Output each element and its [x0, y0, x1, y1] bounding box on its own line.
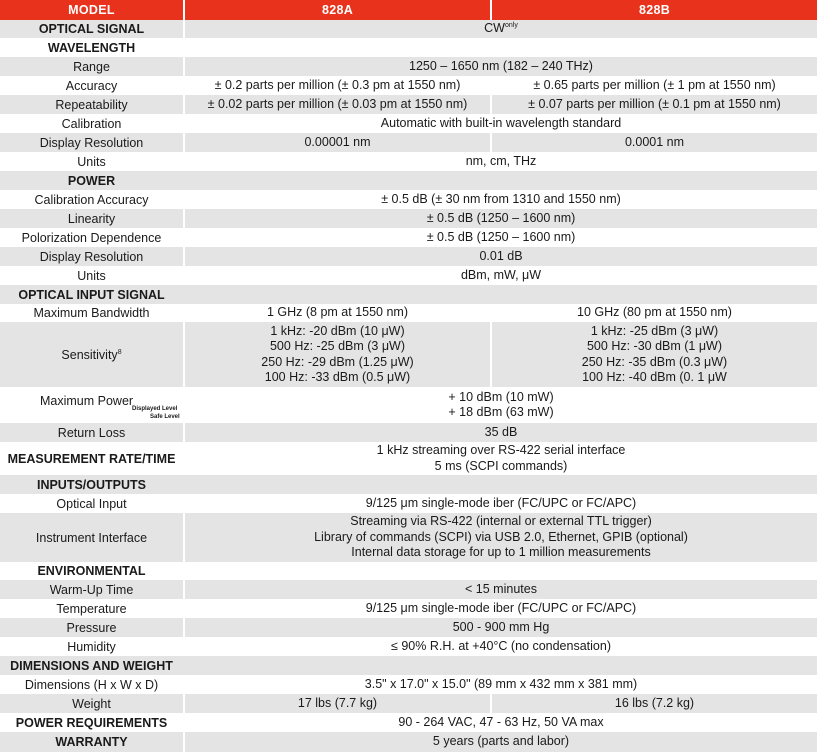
row-value: 3.5" x 17.0" x 15.0" (89 mm x 432 mm x 381 mm) — [183, 675, 817, 694]
value-828b — [490, 322, 817, 387]
section-environmental — [0, 562, 817, 580]
row-value: dBm, mW, μW — [183, 266, 817, 285]
row-max-power — [0, 387, 817, 423]
sensitivity-line: 100 Hz: -33 dBm (0.5 μW) — [264, 370, 411, 384]
value-828b: 16 lbs (7.2 kg) — [490, 694, 817, 713]
row-value — [183, 387, 817, 423]
section-power — [0, 171, 817, 190]
row-label: Range — [73, 59, 110, 74]
value-828a: 1 GHz (8 pm at 1550 nm) — [183, 304, 490, 322]
section-io — [0, 475, 817, 494]
row-linearity — [0, 209, 817, 228]
row-repeatability — [0, 95, 817, 114]
row-label: Polorization Dependence — [21, 230, 162, 245]
row-label: Humidity — [67, 639, 116, 654]
row-value: 9/125 μm single-mode iber (FC/UPC or FC/APC) — [183, 599, 817, 618]
row-label: Calibration — [61, 116, 122, 131]
row-humidity — [0, 637, 817, 656]
section-title: DIMENSIONS AND WEIGHT — [10, 658, 173, 673]
cw-note: only — [504, 22, 518, 30]
section-title: OPTICAL INPUT SIGNAL — [18, 287, 165, 302]
row-value: Automatic with built-in wavelength standard — [183, 114, 817, 133]
row-sensitivity — [0, 322, 817, 387]
row-label: OPTICAL SIGNAL — [38, 22, 145, 36]
interface-line: Internal data storage for up to 1 million measurements — [351, 545, 651, 560]
sensitivity-line: 1 kHz: -25 dBm (3 μW) — [590, 323, 719, 338]
row-label — [0, 387, 183, 423]
row-calibration-accuracy — [0, 190, 817, 209]
row-value: ± 0.5 dB (1250 – 1600 nm) — [183, 209, 817, 228]
sensitivity-line: 500 Hz: -30 dBm (1 μW) — [586, 339, 723, 353]
row-instrument-interface — [0, 513, 817, 562]
sensitivity-line: 250 Hz: -29 dBm (1.25 μW) — [261, 354, 414, 369]
row-warmup — [0, 580, 817, 599]
row-label: Return Loss — [57, 425, 126, 440]
value-828a: 0.00001 nm — [183, 133, 490, 152]
value-828a: ± 0.02 parts per million (± 0.03 pm at 1550 nm) — [183, 95, 490, 114]
row-pressure — [0, 618, 817, 637]
row-temperature — [0, 599, 817, 618]
row-label: Units — [77, 154, 106, 169]
row-optical-input — [0, 494, 817, 513]
header-model: MODEL — [68, 3, 115, 17]
header-828b: 828B — [490, 0, 817, 20]
value-828b: ± 0.07 parts per million (± 0.1 pm at 1550 nm) — [490, 95, 817, 114]
header-828a: 828A — [183, 0, 490, 20]
section-dimensions — [0, 656, 817, 675]
row-label: Units — [77, 268, 106, 283]
cw-value: CW — [484, 21, 505, 36]
row-value: 90 - 264 VAC, 47 - 63 Hz, 50 VA max — [183, 713, 817, 732]
row-value: 1250 – 1650 nm (182 – 240 THz) — [183, 57, 817, 76]
section-title: ENVIRONMENTAL — [37, 564, 146, 578]
row-value: ± 0.5 dB (± 30 nm from 1310 and 1550 nm) — [183, 190, 817, 209]
row-label: Display Resolution — [39, 249, 144, 264]
value-828a: 17 lbs (7.7 kg) — [183, 694, 490, 713]
row-label: Maximum Bandwidth — [33, 306, 150, 320]
safe-level-value: + 18 dBm (63 mW) — [448, 405, 554, 419]
row-power-units — [0, 266, 817, 285]
section-title: POWER — [67, 173, 116, 188]
value-828a — [183, 322, 490, 387]
sensitivity-line: 1 kHz: -20 dBm (10 μW) — [270, 323, 405, 338]
row-value: 0.01 dB — [183, 247, 817, 266]
row-label — [0, 322, 183, 387]
displayed-level-label: Displayed Level — [132, 406, 178, 412]
row-dimensions — [0, 675, 817, 694]
row-optical-signal — [0, 20, 817, 38]
row-label: Repeatability — [55, 97, 128, 112]
row-polarization — [0, 228, 817, 247]
row-value — [183, 20, 817, 38]
row-value — [183, 442, 817, 475]
row-value: nm, cm, THz — [183, 152, 817, 171]
rate-line: 1 kHz streaming over RS-422 serial interface — [376, 443, 626, 457]
sensitivity-line: 100 Hz: -40 dBm (0. 1 μW — [582, 370, 727, 384]
value-828b: 0.0001 nm — [490, 133, 817, 152]
row-max-bandwidth — [0, 304, 817, 322]
safe-level-label: Safe Level — [150, 414, 180, 420]
row-warranty — [0, 732, 817, 752]
value-828a: ± 0.2 parts per million (± 0.3 pm at 1550 nm) — [183, 76, 490, 95]
row-units — [0, 152, 817, 171]
section-title: INPUTS/OUTPUTS — [36, 477, 147, 492]
footnote-mark: 8 — [117, 348, 122, 356]
table-header — [0, 0, 817, 20]
row-accuracy — [0, 76, 817, 95]
row-calibration — [0, 114, 817, 133]
row-label: Accuracy — [65, 78, 118, 93]
row-label: MEASUREMENT RATE/TIME — [7, 451, 176, 466]
value-828b: 10 GHz (80 pm at 1550 nm) — [490, 304, 817, 322]
sensitivity-line: 250 Hz: -35 dBm (0.3 μW) — [581, 354, 728, 369]
row-display-resolution — [0, 133, 817, 152]
row-label: Temperature — [56, 601, 127, 616]
row-power-requirements — [0, 713, 817, 732]
row-value: 9/125 μm single-mode iber (FC/UPC or FC/APC) — [183, 494, 817, 513]
row-label: Instrument Interface — [35, 530, 148, 545]
section-title: WAVELENGTH — [47, 40, 136, 55]
displayed-level-value: + 10 dBm (10 mW) — [448, 389, 554, 404]
row-label: Pressure — [66, 620, 117, 635]
row-power-display-resolution — [0, 247, 817, 266]
max-power-label: Maximum Power — [40, 394, 134, 408]
row-value: 500 - 900 mm Hg — [183, 618, 817, 637]
row-value: 35 dB — [183, 423, 817, 442]
row-label: Weight — [72, 696, 111, 711]
row-value: 5 years (parts and labor) — [183, 732, 817, 752]
row-return-loss — [0, 423, 817, 442]
row-measurement-rate — [0, 442, 817, 475]
sensitivity-label: Sensitivity — [61, 347, 118, 362]
row-label: Warm-Up Time — [49, 582, 134, 597]
section-optical-input — [0, 285, 817, 304]
value-828b: ± 0.65 parts per million (± 1 pm at 1550 nm) — [490, 76, 817, 95]
row-label: POWER REQUIREMENTS — [15, 715, 168, 730]
row-label: WARRANTY — [55, 735, 128, 749]
row-value: ≤ 90% R.H. at +40°C (no condensation) — [183, 637, 817, 656]
row-value: < 15 minutes — [183, 580, 817, 599]
row-label: Linearity — [67, 211, 116, 226]
interface-line: Library of commands (SCPI) via USB 2.0, Ethernet, GPIB (optional) — [314, 529, 688, 544]
row-range — [0, 57, 817, 76]
rate-line: 5 ms (SCPI commands) — [434, 458, 568, 473]
sensitivity-line: 500 Hz: -25 dBm (3 μW) — [269, 339, 406, 353]
section-wavelength — [0, 38, 817, 57]
row-value: ± 0.5 dB (1250 – 1600 nm) — [183, 228, 817, 247]
row-label: Dimensions (H x W x D) — [24, 677, 159, 692]
row-weight — [0, 694, 817, 713]
row-label: Display Resolution — [39, 135, 144, 150]
row-label: Optical Input — [56, 496, 127, 511]
interface-line: Streaming via RS-422 (internal or external TTL trigger) — [350, 514, 652, 529]
row-label: Calibration Accuracy — [34, 192, 149, 207]
row-value — [183, 513, 817, 562]
